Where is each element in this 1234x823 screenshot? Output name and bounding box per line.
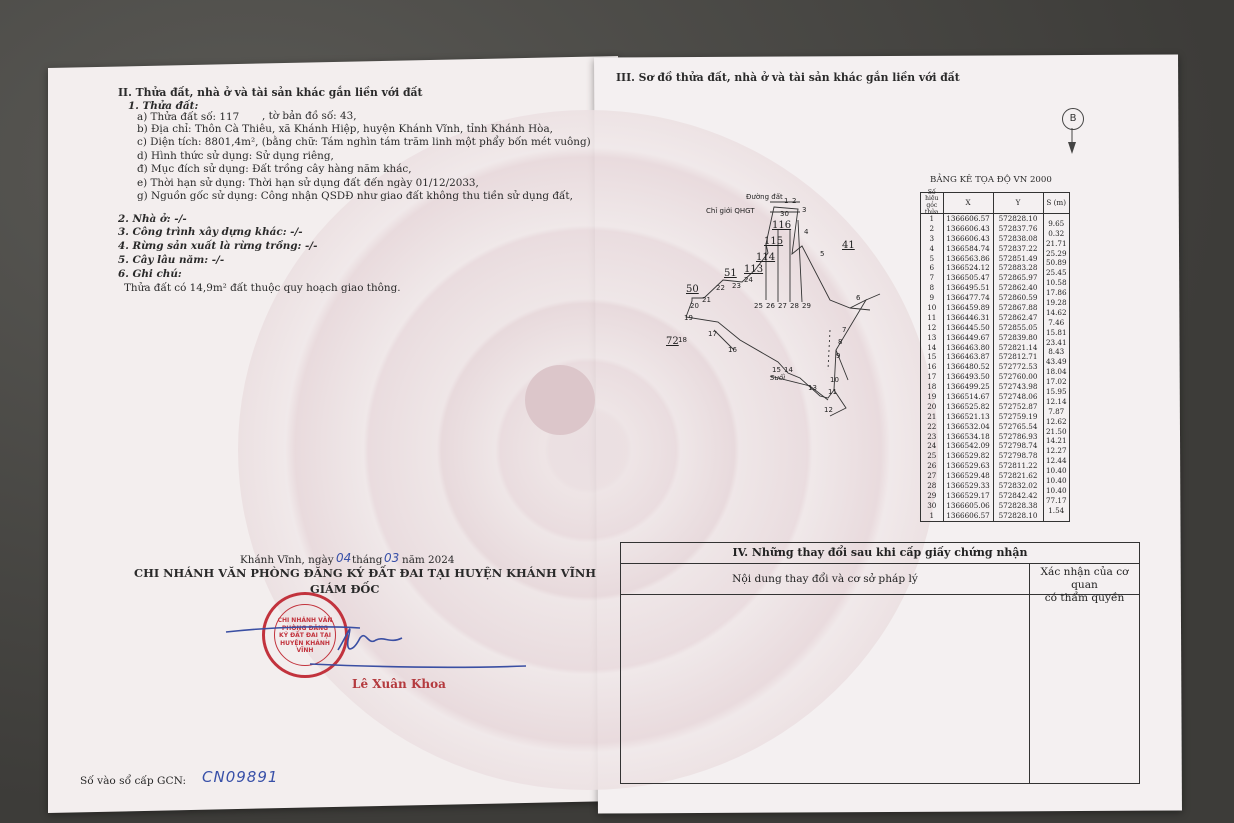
coord-point: 22 [921, 422, 944, 432]
parcel-number: a) Thửa đất số: 117 [137, 111, 240, 123]
coord-point: 17 [921, 372, 944, 382]
coord-header-s: S (m) [1046, 198, 1067, 208]
coord-x: 1366606.57 [944, 511, 994, 521]
coord-y: 572798.78 [994, 451, 1044, 461]
coord-x: 1366449.67 [944, 333, 994, 343]
coord-distance: 15.81 [1045, 327, 1067, 337]
adjacent-parcel-114: 114 [756, 252, 776, 263]
coord-y: 572821.14 [994, 343, 1044, 353]
svg-text:22: 22 [716, 284, 725, 292]
svg-text:11: 11 [828, 388, 837, 396]
coord-point: 25 [921, 451, 944, 461]
coord-x: 1366529.33 [944, 481, 994, 491]
svg-text:19: 19 [684, 314, 693, 322]
coord-x: 1366463.87 [944, 352, 994, 362]
coord-header-y: Y [994, 193, 1044, 213]
coord-x: 1366605.06 [944, 501, 994, 511]
svg-text:13: 13 [808, 384, 817, 392]
coord-point: 19 [921, 392, 944, 402]
changes-table [620, 542, 1140, 784]
adjacent-parcel-50: 50 [686, 284, 699, 295]
coord-point: 23 [921, 432, 944, 442]
svg-text:2: 2 [792, 197, 797, 205]
coord-distance: 10.40 [1045, 466, 1067, 476]
coord-y: 572812.71 [994, 352, 1044, 362]
coord-x: 1366480.52 [944, 362, 994, 372]
house-line: 2. Nhà ở: -/- [118, 213, 187, 225]
svg-text:17: 17 [708, 330, 717, 338]
north-arrow-icon: B [1062, 108, 1084, 130]
svg-text:18: 18 [678, 336, 687, 344]
coord-y: 572772.53 [994, 362, 1044, 372]
coord-x: 1366514.67 [944, 392, 994, 402]
coord-header-point: Số hiệu góc thửa [921, 193, 944, 213]
svg-text:14: 14 [784, 366, 793, 374]
registry-label: Số vào sổ cấp GCN: [80, 775, 187, 787]
coord-point: 27 [921, 471, 944, 481]
coord-y: 572752.87 [994, 402, 1044, 412]
coord-distance: 12.44 [1045, 456, 1067, 466]
section-iii-title: III. Sơ đồ thửa đất, nhà ở và tài sản khác gắn liền với đất [616, 71, 960, 84]
usage-purpose: đ) Mục đích sử dụng: Đất trồng cây hàng năm khác, [137, 163, 412, 175]
coord-table-title: BẢNG KÊ TỌA ĐỘ VN 2000 [930, 175, 1052, 185]
coord-x: 1366459.89 [944, 303, 994, 313]
coord-x: 1366542.09 [944, 441, 994, 451]
coord-x: 1366495.51 [944, 283, 994, 293]
coord-point: 11 [921, 313, 944, 323]
coord-distance: 10.40 [1045, 485, 1067, 495]
parcel-heading: 1. Thửa đất: [128, 100, 199, 112]
registry-number: CN09891 [202, 768, 279, 786]
coord-y: 572867.88 [994, 303, 1044, 313]
other-works-line: 3. Công trình xây dựng khác: -/- [118, 226, 303, 238]
coord-x: 1366493.50 [944, 372, 994, 382]
coord-y: 572743.98 [994, 382, 1044, 392]
changes-title: IV. Những thay đổi sau khi cấp giấy chứng nhận [621, 543, 1139, 564]
coord-distance: 21.71 [1045, 238, 1067, 248]
coord-x: 1366529.17 [944, 491, 994, 501]
director-title: GIÁM ĐỐC [310, 582, 380, 596]
coord-y: 572828.10 [994, 214, 1044, 224]
svg-text:29: 29 [802, 302, 811, 310]
coord-point: 10 [921, 303, 944, 313]
coord-distance: 77.17 [1045, 495, 1067, 505]
coord-point: 2 [921, 224, 944, 234]
coord-distance: 0.32 [1048, 228, 1065, 238]
coord-y: 572842.42 [994, 491, 1044, 501]
coord-y: 572838.08 [994, 234, 1044, 244]
north-arrow-shaft-icon [1066, 128, 1078, 156]
coord-distance-cell [1044, 214, 1069, 228]
adjacent-parcel-51: 51 [724, 268, 737, 279]
coord-distance: 23.41 [1045, 337, 1067, 347]
coord-distance: 25.45 [1045, 268, 1067, 278]
coord-distance: 50.89 [1045, 258, 1067, 268]
coord-x: 1366532.04 [944, 422, 994, 432]
adjacent-parcel-116: 116 [772, 220, 792, 231]
coord-x: 1366521.13 [944, 412, 994, 422]
coord-distance: 18.04 [1045, 367, 1067, 377]
changes-header-row [621, 564, 1139, 605]
coord-distance: 7.46 [1048, 317, 1065, 327]
coord-y: 572860.59 [994, 293, 1044, 303]
coord-x: 1366563.86 [944, 254, 994, 264]
coord-rows [921, 214, 1069, 521]
coord-y: 572862.47 [994, 313, 1044, 323]
changes-col-confirm-line1: Xác nhận của cơ quan [1040, 566, 1129, 592]
parcel-sketch-map [666, 190, 910, 430]
coord-point: 9 [921, 293, 944, 303]
changes-col-content: Nội dung thay đổi và cơ sở pháp lý [621, 564, 1030, 594]
coord-y: 572748.06 [994, 392, 1044, 402]
usage-form: d) Hình thức sử dụng: Sử dụng riêng, [137, 150, 334, 162]
coord-distance: 25.29 [1045, 248, 1067, 258]
drum-center-star [525, 365, 595, 435]
coord-x: 1366606.43 [944, 234, 994, 244]
signer-name: Lê Xuân Khoa [352, 677, 446, 691]
coord-point: 24 [921, 441, 944, 451]
coord-point: 1 [921, 511, 944, 521]
coordinate-table [920, 188, 1070, 522]
coord-point: 18 [921, 382, 944, 392]
coord-y: 572837.22 [994, 244, 1044, 254]
map-road-label: Đường đất [746, 193, 783, 201]
coord-distance: 9.65 [1048, 218, 1065, 228]
coord-point: 15 [921, 352, 944, 362]
coord-y: 572832.02 [994, 481, 1044, 491]
coord-y: 572786.93 [994, 432, 1044, 442]
coord-point: 14 [921, 343, 944, 353]
coord-y: 572837.76 [994, 224, 1044, 234]
coord-y: 572862.40 [994, 283, 1044, 293]
issue-date-prefix: Khánh Vĩnh, ngày [240, 554, 334, 566]
svg-text:26: 26 [766, 302, 775, 310]
adjacent-parcel-72: 72 [666, 336, 679, 347]
coord-x: 1366606.43 [944, 224, 994, 234]
changes-col-confirm [1030, 564, 1139, 605]
svg-text:16: 16 [728, 346, 737, 354]
coord-point: 6 [921, 263, 944, 273]
coord-x: 1366505.47 [944, 273, 994, 283]
parcel-address: b) Địa chỉ: Thôn Cà Thiêu, xã Khánh Hiệp, huyện Khánh Vĩnh, tỉnh Khánh Hòa, [137, 123, 553, 135]
svg-text:20: 20 [690, 302, 699, 310]
svg-text:24: 24 [744, 276, 753, 284]
coord-distance: 14.62 [1045, 307, 1067, 317]
coord-x: 1366445.50 [944, 323, 994, 333]
coord-y: 572811.22 [994, 461, 1044, 471]
coord-x: 1366529.63 [944, 461, 994, 471]
section-ii-title: II. Thửa đất, nhà ở và tài sản khác gắn liền với đất [118, 86, 423, 99]
coord-x: 1366499.25 [944, 382, 994, 392]
coord-point: 13 [921, 333, 944, 343]
coord-y: 572765.54 [994, 422, 1044, 432]
coord-distance: 17.86 [1045, 288, 1067, 298]
coord-point: 20 [921, 402, 944, 412]
issue-date-month-word: tháng [352, 554, 383, 566]
issue-month: 03 [384, 551, 400, 565]
director-signature [220, 610, 540, 680]
svg-text:15: 15 [772, 366, 781, 374]
svg-text:8: 8 [838, 338, 843, 346]
svg-text:9: 9 [836, 352, 841, 360]
coord-point: 3 [921, 234, 944, 244]
changes-col-confirm-line2: có thẩm quyền [1044, 592, 1125, 605]
coord-point: 16 [921, 362, 944, 372]
parcel-area: c) Diện tích: 8801,4m², (bằng chữ: Tám nghìn tám trăm linh một phẩy bốn mét vuông) [137, 136, 591, 148]
coord-point: 29 [921, 491, 944, 501]
map-limit-label: Chỉ giới QHGT [706, 207, 755, 215]
map-sheet-number: , tờ bản đồ số: 43, [262, 110, 357, 122]
coord-distance: 8.43 [1048, 347, 1065, 357]
usage-origin: g) Nguồn gốc sử dụng: Công nhận QSDĐ như giao đất không thu tiền sử dụng đất, [137, 190, 573, 202]
note-heading: 6. Ghi chú: [118, 268, 182, 280]
issuing-office: CHI NHÁNH VĂN PHÒNG ĐĂNG KÝ ĐẤT ĐAI TẠI HUYỆN KHÁNH VĨNH [134, 566, 597, 580]
coord-y: 572839.80 [994, 333, 1044, 343]
coord-header-x: X [944, 193, 994, 213]
svg-text:1: 1 [784, 197, 789, 205]
coord-y: 572883.28 [994, 263, 1044, 273]
coord-distance: 12.14 [1045, 396, 1067, 406]
coord-x: 1366446.31 [944, 313, 994, 323]
coord-distance: 10.40 [1045, 476, 1067, 486]
coord-y: 572759.19 [994, 412, 1044, 422]
adjacent-parcel-41: 41 [842, 240, 855, 251]
coord-x: 1366525.82 [944, 402, 994, 412]
coord-distance: 43.49 [1045, 357, 1067, 367]
coord-x: 1366584.74 [944, 244, 994, 254]
coord-x: 1366529.82 [944, 451, 994, 461]
svg-text:21: 21 [702, 296, 711, 304]
coord-point: 5 [921, 254, 944, 264]
coord-point: 8 [921, 283, 944, 293]
svg-text:10: 10 [830, 376, 839, 384]
usage-term: e) Thời hạn sử dụng: Thời hạn sử dụng đất đến ngày 01/12/2033, [137, 177, 479, 189]
coord-distance: 7.87 [1048, 406, 1065, 416]
coord-header-row [921, 188, 1069, 216]
coord-point: 12 [921, 323, 944, 333]
coord-point: 28 [921, 481, 944, 491]
coord-distance: 12.62 [1045, 416, 1067, 426]
coord-y: 572828.38 [994, 501, 1044, 511]
coord-point: 26 [921, 461, 944, 471]
coord-point: 7 [921, 273, 944, 283]
coord-distance: 17.02 [1045, 377, 1067, 387]
changes-body-divider [1029, 595, 1030, 783]
issue-day: 04 [336, 551, 352, 565]
coord-y: 572798.74 [994, 441, 1044, 451]
forest-line: 4. Rừng sản xuất là rừng trồng: -/- [118, 240, 318, 252]
coord-distance: 12.27 [1045, 446, 1067, 456]
coord-y: 572821.62 [994, 471, 1044, 481]
seal-text: CHI NHÁNH VĂN PHÒNG ĐĂNG KÝ ĐẤT ĐAI TẠI HUYỆN KHÁNH VĨNH [277, 617, 333, 654]
coord-y: 572851.49 [994, 254, 1044, 264]
coord-distance: 19.28 [1045, 298, 1067, 308]
svg-text:6: 6 [856, 294, 861, 302]
perennial-line: 5. Cây lâu năm: -/- [118, 254, 225, 266]
coord-x: 1366529.48 [944, 471, 994, 481]
coord-x: 1366463.80 [944, 343, 994, 353]
svg-text:5: 5 [820, 250, 825, 258]
svg-text:4: 4 [804, 228, 809, 236]
coord-x: 1366606.57 [944, 214, 994, 224]
svg-text:12: 12 [824, 406, 833, 414]
coord-point: 1 [921, 214, 944, 224]
svg-text:30: 30 [780, 210, 789, 218]
adjacent-parcel-113: 113 [744, 264, 764, 275]
coord-y: 572855.05 [994, 323, 1044, 333]
svg-text:28: 28 [790, 302, 799, 310]
coord-y: 572828.10 [994, 511, 1044, 521]
svg-text:7: 7 [842, 326, 847, 334]
coord-distance: 10.58 [1045, 278, 1067, 288]
map-stream-label: Suối [770, 374, 786, 382]
coord-distance: 14.21 [1045, 436, 1067, 446]
coord-point: 21 [921, 412, 944, 422]
coord-point: 30 [921, 501, 944, 511]
issue-year: năm 2024 [402, 554, 455, 566]
svg-text:3: 3 [802, 206, 807, 214]
note-text: Thửa đất có 14,9m² đất thuộc quy hoạch giao thông. [124, 282, 401, 294]
coord-x: 1366524.12 [944, 263, 994, 273]
svg-text:27: 27 [778, 302, 787, 310]
coord-point: 4 [921, 244, 944, 254]
coord-x: 1366477.74 [944, 293, 994, 303]
coord-y: 572760.00 [994, 372, 1044, 382]
svg-text:25: 25 [754, 302, 763, 310]
coord-distance: 1.54 [1048, 505, 1065, 515]
coord-distance: 21.50 [1045, 426, 1067, 436]
coord-distance: 15.95 [1045, 387, 1067, 397]
coord-y: 572865.97 [994, 273, 1044, 283]
svg-text:23: 23 [732, 282, 741, 290]
adjacent-parcel-115: 115 [764, 236, 784, 247]
coord-x: 1366534.18 [944, 432, 994, 442]
